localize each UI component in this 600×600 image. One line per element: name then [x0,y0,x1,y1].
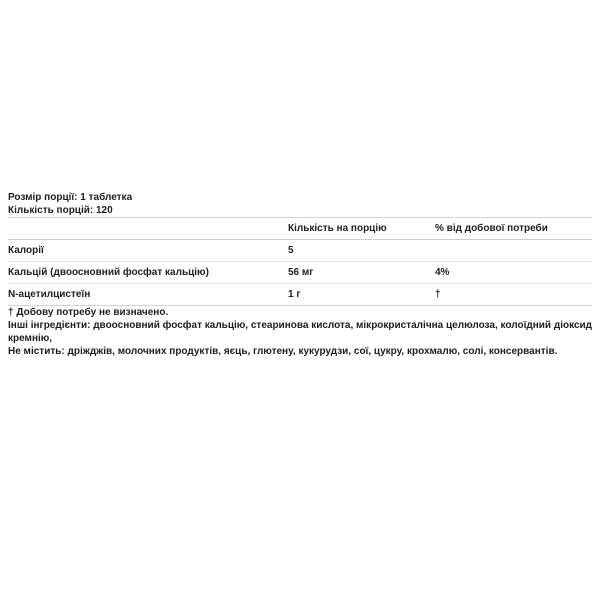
nutrition-facts-table [8,217,592,306]
servings-per-container-text: Кількість порцій: 120 [8,205,113,216]
serving-size-text: Розмір порції: 1 таблетка [8,192,133,203]
nutrient-amount: 56 мг [288,262,435,284]
nutrient-amount: 1 г [288,284,435,306]
other-ingredients-text: Інші інгредієнти: двоосновний фосфат кальцію, стеаринова кислота, мікрокристалічна целюлоза, колоїдний діоксид кремнію, [8,320,593,344]
table-row [8,240,592,262]
supplement-facts-panel [8,191,592,358]
table-header-row [8,218,592,240]
column-header-daily-value: % від добової потреби [435,218,592,240]
free-of-text: Не містить: дріжджів, молочних продуктів, яєць, глютену, кукурудзи, сої, цукру, крохмалю, солі, консервантів. [8,346,558,357]
nutrient-daily-value [435,240,592,262]
column-header-amount-per-serving: Кількість на порцію [288,218,435,240]
nutrient-name: Кальцій (двоосновний фосфат кальцію) [8,262,288,284]
daily-value-footnote: † Добову потребу не визначено. [8,307,169,318]
nutrient-daily-value: † [435,284,592,306]
nutrient-daily-value: 4% [435,262,592,284]
nutrient-name: N-ацетилцистеїн [8,284,288,306]
nutrient-amount: 5 [288,240,435,262]
table-row [8,284,592,306]
nutrient-name: Калорії [8,240,288,262]
column-header-nutrient [8,218,288,240]
table-row [8,262,592,284]
